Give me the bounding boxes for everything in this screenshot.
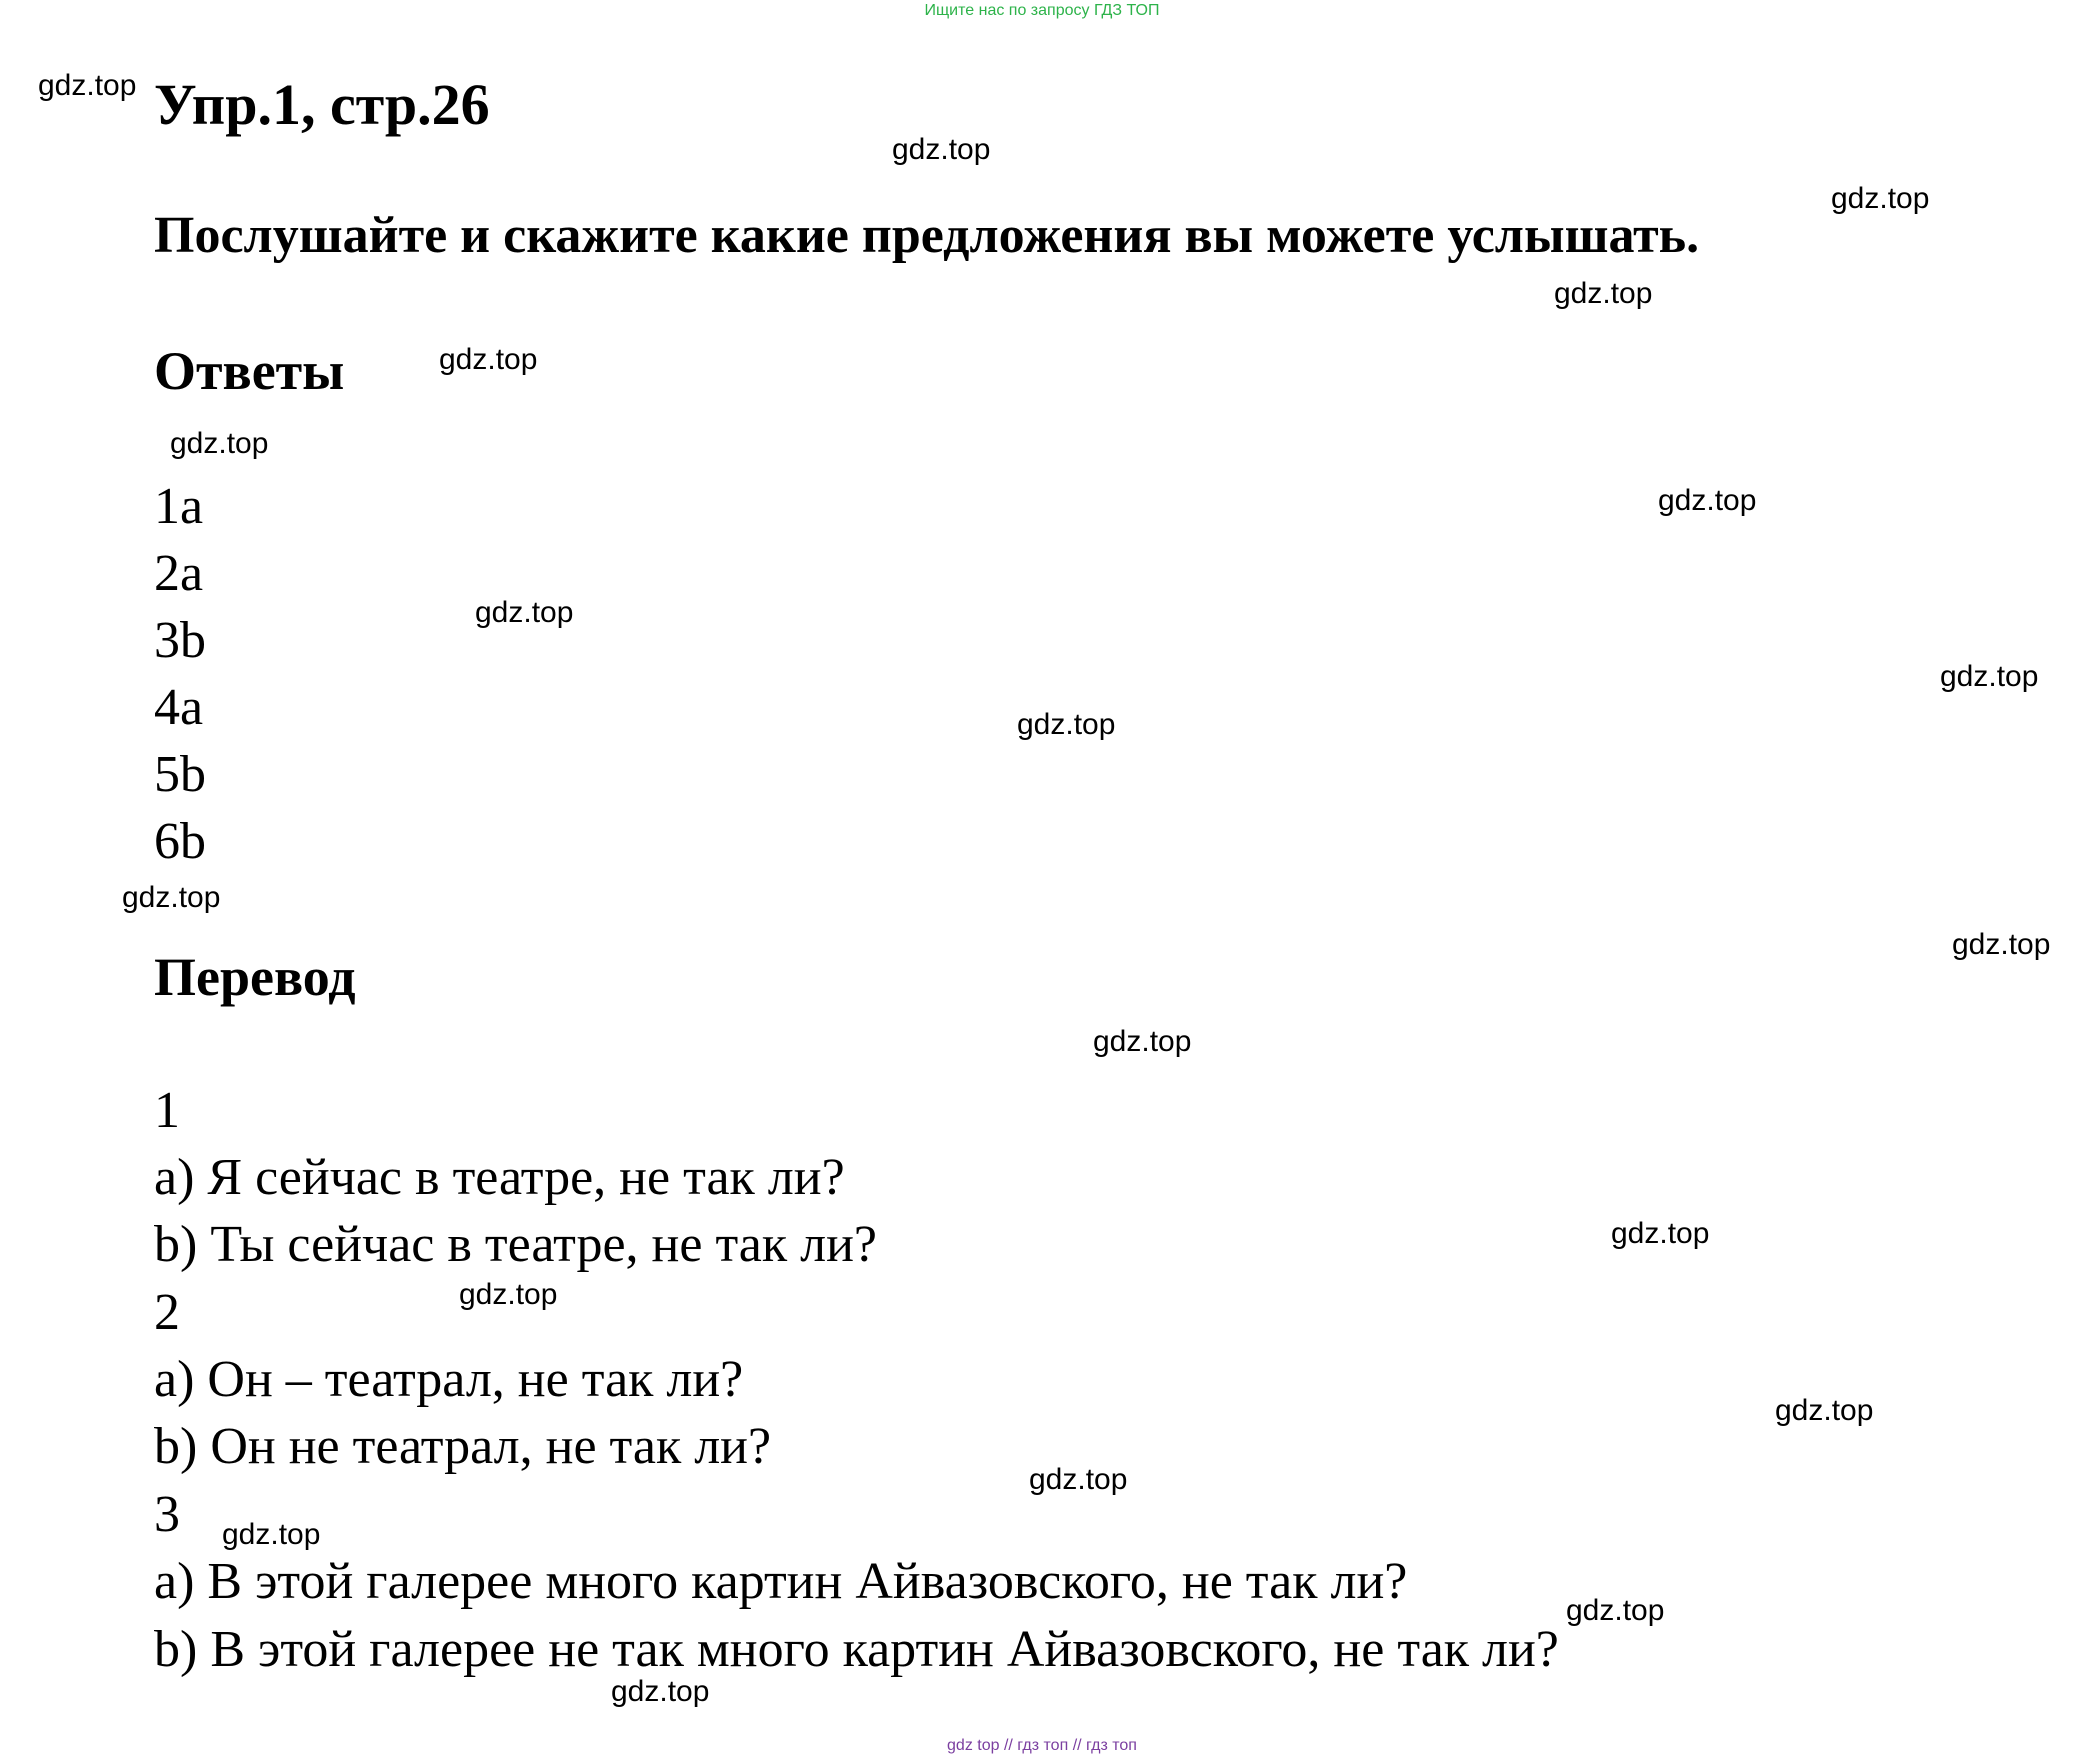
watermark-text: gdz.top [611,1675,710,1708]
translation-line: 3 [154,1486,180,1543]
watermark-text: gdz.top [1775,1394,1874,1427]
watermark-text: gdz.top [122,881,221,914]
watermark-text: gdz.top [1566,1594,1665,1627]
translation-heading: Перевод [154,947,356,1007]
watermark-text: gdz.top [439,343,538,376]
top-banner: Ищите нас по запросу ГДЗ ТОП [924,2,1160,19]
watermark-text: gdz.top [222,1518,321,1551]
translation-line: a) Он – театрал, не так ли? [154,1351,744,1408]
watermark-text: gdz.top [1017,708,1116,741]
translation-line: a) В этой галерее много картин Айвазовского, не так ли? [154,1553,1408,1610]
answer-item: 5b [154,746,206,803]
bottom-banner: gdz top // гдз топ // гдз топ [947,1737,1137,1754]
answer-item: 4a [154,679,204,736]
watermark-text: gdz.top [1554,277,1653,310]
translation-line: b) Он не театрал, не так ли? [154,1418,772,1475]
answer-item: 3b [154,612,206,669]
watermark-text: gdz.top [1952,928,2051,961]
answer-item: 6b [154,813,206,870]
translation-line: b) Ты сейчас в театре, не так ли? [154,1216,877,1273]
watermark-text: gdz.top [475,596,574,629]
watermark-text: gdz.top [892,133,991,166]
translation-line: 1 [154,1082,180,1139]
translation-line: a) Я сейчас в театре, не так ли? [154,1149,845,1206]
answer-item: 1a [154,478,204,535]
watermark-text: gdz.top [38,69,137,102]
watermark-text: gdz.top [1940,660,2039,693]
watermark-text: gdz.top [1831,182,1930,215]
translation-line: b) В этой галерее не так много картин Айвазовского, не так ли? [154,1621,1559,1678]
watermark-text: gdz.top [1093,1025,1192,1058]
watermark-text: gdz.top [459,1278,558,1311]
translation-line: 2 [154,1284,180,1341]
task-instruction: Послушайте и скажите какие предложения вы можете услышать. [154,207,1700,264]
watermark-text: gdz.top [1611,1217,1710,1250]
answer-item: 2a [154,545,204,602]
answers-heading: Ответы [154,341,345,401]
watermark-text: gdz.top [1029,1463,1128,1496]
watermark-text: gdz.top [170,427,269,460]
exercise-title: Упр.1, стр.26 [154,72,490,137]
watermark-text: gdz.top [1658,484,1757,517]
